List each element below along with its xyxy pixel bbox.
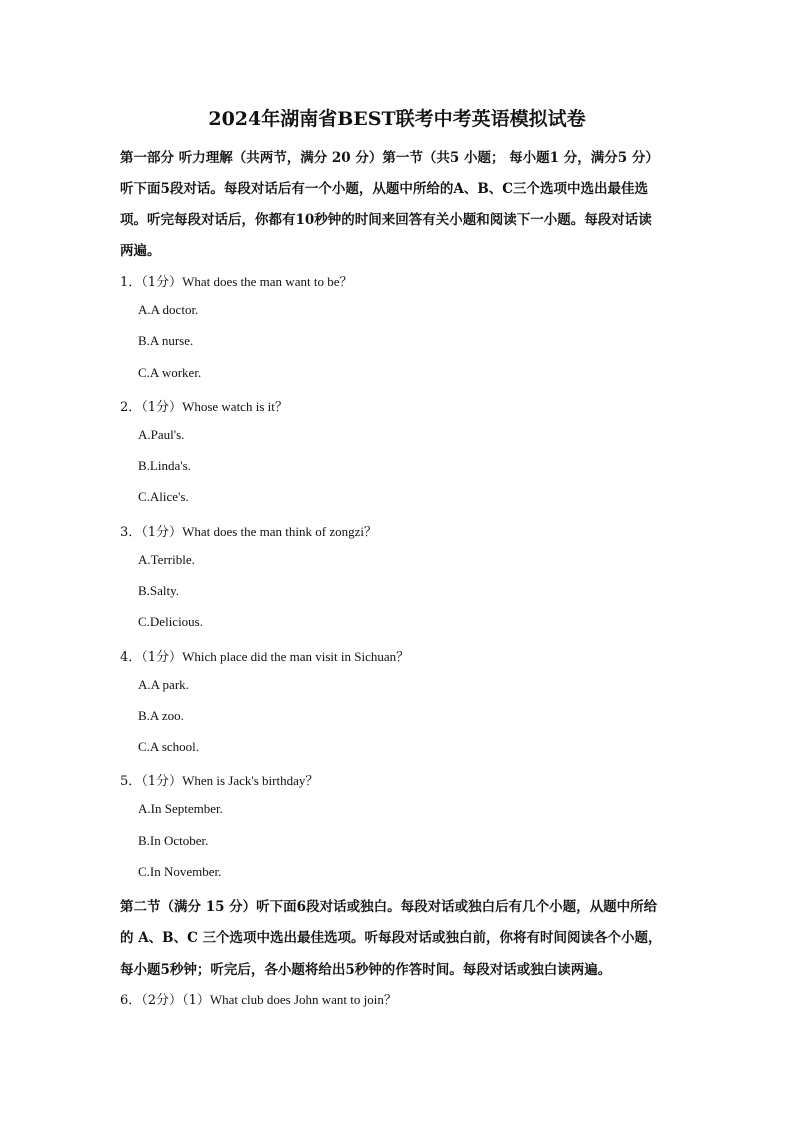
option-c: C.A school. — [138, 739, 200, 754]
option-b: B.In October. — [138, 833, 209, 848]
option-a: A.A park. — [138, 677, 189, 692]
question-score: （2分） — [141, 993, 183, 1008]
question-2 — [120, 396, 288, 415]
part1-instruction-line: 听下面5段对话。每段对话后有一个小题，从题中所给的A、B、C三个选项中选出最佳选 — [120, 181, 649, 197]
section2-instruction-line: 第二节（满分 15 分）听下面6段对话或独白。每段对话或独白后有几个小题，从题中所给 — [120, 899, 658, 915]
question-number: 1． — [120, 275, 142, 290]
page-title: 2024年湖南省BEST联考中考英语模拟试卷 — [208, 108, 586, 130]
option-c: C.Delicious. — [138, 614, 203, 629]
question-score: （1分） — [141, 774, 183, 789]
question-score: （1分） — [141, 400, 183, 415]
option-c: C.In November. — [138, 864, 222, 879]
option-b: B.A zoo. — [138, 708, 184, 723]
question-3 — [120, 521, 377, 540]
question-text: What club does John want to join？ — [209, 992, 397, 1007]
question-text: Whose watch is it？ — [182, 399, 288, 414]
question-number: 3． — [120, 525, 142, 540]
section2-instruction-line: 的 A、B、C 三个选项中选出最佳选项。听每段对话或独白前，你将有时间阅读各个小题， — [120, 930, 662, 946]
option-a: A.In September. — [138, 801, 223, 816]
question-score: （1分） — [141, 525, 183, 540]
question-5 — [120, 770, 318, 789]
option-a: A.Paul's. — [138, 427, 185, 442]
option-c: C.Alice's. — [138, 489, 189, 504]
option-c: C.A worker. — [138, 365, 202, 380]
option-b: B.Salty. — [138, 583, 180, 598]
question-number: 4． — [120, 650, 142, 665]
part1-instruction-line: 项。听完每段对话后，你都有10秒钟的时间来回答有关小题和阅读下一小题。每段对话读 — [120, 212, 652, 228]
section2-instruction-line: 每小题5秒钟；听完后，各小题将给出5秒钟的作答时间。每段对话或独白读两遍。 — [120, 962, 612, 978]
question-text: What does the man want to be？ — [182, 274, 353, 289]
question-text: When is Jack's birthday？ — [182, 773, 319, 788]
question-number: 2． — [120, 400, 142, 415]
option-b: B.Linda's. — [138, 458, 191, 473]
question-score: （1分） — [141, 650, 183, 665]
option-a: A.A doctor. — [138, 302, 199, 317]
sub-question-number: （1） — [182, 993, 210, 1008]
question-text: What does the man think of zongzi？ — [182, 524, 378, 539]
option-b: B.A nurse. — [138, 333, 194, 348]
question-4 — [120, 646, 409, 665]
option-a: A.Terrible. — [138, 552, 195, 567]
question-6 — [120, 989, 397, 1008]
part1-instruction-line: 两遍。 — [120, 243, 161, 259]
question-text: Which place did the man visit in Sichuan？ — [182, 649, 410, 664]
question-1 — [120, 271, 352, 290]
question-score: （1分） — [141, 275, 183, 290]
question-number: 5． — [120, 774, 142, 789]
question-number: 6． — [120, 993, 142, 1008]
part1-heading-line: 第一部分 听力理解（共两节，满分 20 分）第一节（共5 小题； 每小题1 分，满分5 分） — [120, 150, 659, 166]
